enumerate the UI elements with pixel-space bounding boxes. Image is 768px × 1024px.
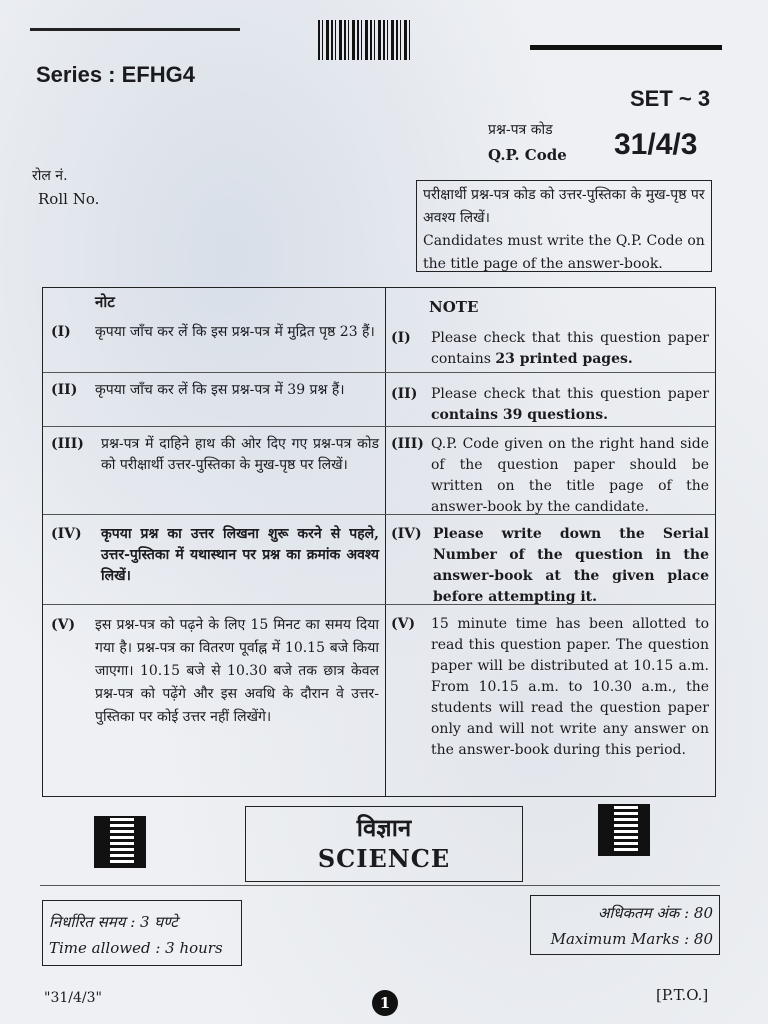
note-item-english: (I) Please check that this question paper contains 23 printed pages. xyxy=(391,330,709,367)
note-item-hindi: (IV) कृपया प्रश्न का उत्तर लिखना शुरू करने से पहले, उत्तर-पुस्तिका में यथास्थान पर प्रश्न का क्रमांक अवश्य लिखें। xyxy=(51,526,379,584)
instruction-english: Candidates must write the Q.P. Code on the title page of the answer-book. xyxy=(423,233,705,272)
footer-rule xyxy=(40,885,720,886)
notes-column-divider xyxy=(385,288,386,796)
maximum-marks: Maximum Marks : 80 xyxy=(550,930,713,948)
subject-title: SCIENCE xyxy=(317,844,451,873)
note-number: (I) xyxy=(391,330,411,346)
roll-number-label: Roll No. xyxy=(38,190,100,208)
note-number: (III) xyxy=(391,436,424,452)
subject-title-box xyxy=(245,806,523,882)
qr-code-left xyxy=(94,816,146,868)
time-allowed-hindi: निर्धारित समय : 3 घण्टे xyxy=(49,913,178,931)
footer-qp-code: "31/4/3" xyxy=(44,990,102,1006)
top-right-rule xyxy=(530,45,722,50)
qp-code-instruction-box xyxy=(416,180,712,272)
roll-number-label-hindi: रोल नं. xyxy=(32,168,68,184)
maximum-marks-hindi: अधिकतम अंक : 80 xyxy=(597,904,713,922)
maximum-marks-box xyxy=(530,895,720,955)
time-allowed: Time allowed : 3 hours xyxy=(49,939,223,957)
note-number: (III) xyxy=(51,436,84,452)
notes-row-divider xyxy=(43,372,715,373)
set-label: SET ~ 3 xyxy=(630,86,711,111)
top-left-rule xyxy=(30,28,240,31)
note-number: (I) xyxy=(51,324,71,340)
note-item-english: (III) Q.P. Code given on the right hand side of the question paper should be written on the title page of the answer-book by the candidate. xyxy=(391,436,709,515)
note-item-hindi: (II) कृपया जाँच कर लें कि इस प्रश्न-पत्र में 39 प्रश्न हैं। xyxy=(51,380,379,401)
note-item-hindi: (V) इस प्रश्न-पत्र को पढ़ने के लिए 15 मिनट का समय दिया गया है। प्रश्न-पत्र का वितरण पूर्वाह्न में 10.15 बजे किया जाएगा। 10.15 बजे से 10.30 बजे तक छात्र केवल प्रश्न-पत्र को पढ़ेंगे और इस अवधि के दौरान वे उत्तर-पुस्तिका पर कोई उत्तर नहीं लिखेंगे। xyxy=(51,614,379,729)
please-turn-over: [P.T.O.] xyxy=(656,986,709,1004)
note-number: (IV) xyxy=(391,526,422,542)
page-number: 1 xyxy=(372,990,398,1016)
instruction-hindi: परीक्षार्थी प्रश्न-पत्र कोड को उत्तर-पुस्तिका के मुख-पृष्ठ पर अवश्य लिखें। xyxy=(423,187,705,226)
note-number: (V) xyxy=(51,617,76,633)
note-item-english: (V) 15 minute time has been allotted to read this question paper. The question paper will be distributed at 10.15 a.m. From 10.15 a.m. to 10.30 a.m., the students will read the question paper only and will not write any answer on the answer-book during this period. xyxy=(391,616,709,758)
notes-row-divider xyxy=(43,426,715,427)
note-item-english: (II) Please check that this question paper contains 39 questions. xyxy=(391,386,709,423)
note-item-english: (IV) Please write down the Serial Number of the question in the answer-book at the given place before attempting it. xyxy=(391,526,709,605)
subject-title-hindi: विज्ञान xyxy=(356,813,412,842)
note-number: (II) xyxy=(51,382,78,398)
note-number: (IV) xyxy=(51,526,82,542)
notes-heading-english: NOTE xyxy=(429,298,479,316)
notes-table xyxy=(42,287,716,797)
qr-code-right xyxy=(598,804,650,856)
series-label: Series : EFHG4 xyxy=(36,62,195,87)
note-number: (V) xyxy=(391,616,416,632)
qp-code-label-hindi: प्रश्न-पत्र कोड xyxy=(488,122,553,138)
qp-code-value: 31/4/3 xyxy=(614,128,698,161)
note-number: (II) xyxy=(391,386,418,402)
qp-code-label: Q.P. Code xyxy=(488,146,567,164)
barcode xyxy=(318,20,410,60)
note-item-hindi: (I) कृपया जाँच कर लें कि इस प्रश्न-पत्र में मुद्रित पृष्ठ 23 हैं। xyxy=(51,322,379,343)
note-item-hindi: (III) प्रश्न-पत्र में दाहिने हाथ की ओर दिए गए प्रश्न-पत्र कोड को परीक्षार्थी उत्तर-पुस्तिका के मुख-पृष्ठ पर लिखें। xyxy=(51,436,379,473)
time-allowed-box xyxy=(42,900,242,966)
notes-heading-hindi: नोट xyxy=(95,293,115,311)
